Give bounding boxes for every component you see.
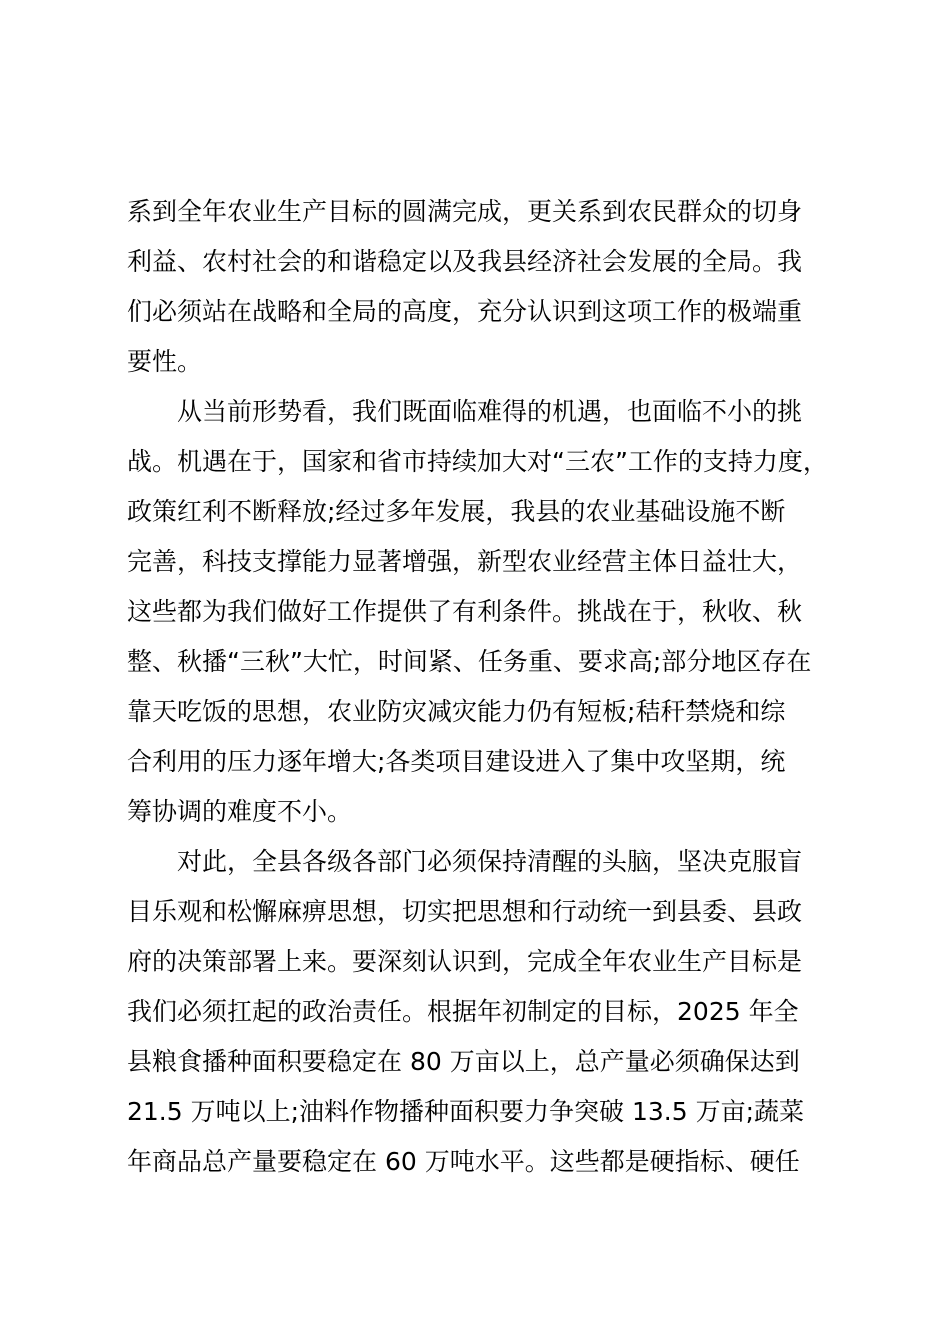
paragraph-2-line-5: 这些都为我们做好工作提供了有利条件。挑战在于，秋收、秋 — [127, 597, 803, 626]
paragraph-3-line-5: 县粮食播种面积要稳定在 80 万亩以上，总产量必须确保达到 — [127, 1047, 800, 1076]
paragraph-2-line-8: 合利用的压力逐年增大;各类项目建设进入了集中攻坚期，统 — [127, 747, 786, 776]
paragraph-2-line-3: 政策红利不断释放;经过多年发展，我县的农业基础设施不断 — [127, 497, 786, 526]
paragraph-1-line-1: 系到全年农业生产目标的圆满完成，更关系到农民群众的切身 — [127, 197, 803, 226]
paragraph-2-line-6: 整、秋播“三秋”大忙，时间紧、任务重、要求高;部分地区存在 — [127, 647, 812, 676]
paragraph-3-line-1: 对此，全县各级各部门必须保持清醒的头脑，坚决克服盲 — [177, 847, 803, 876]
paragraph-1-line-3: 们必须站在战略和全局的高度，充分认识到这项工作的极端重 — [127, 297, 803, 326]
paragraph-3-line-3: 府的决策部署上来。要深刻认识到，完成全年农业生产目标是 — [127, 947, 803, 976]
paragraph-2-line-4: 完善，科技支撑能力显著增强，新型农业经营主体日益壮大， — [127, 547, 803, 576]
paragraph-1-line-2: 利益、农村社会的和谐稳定以及我县经济社会发展的全局。我 — [127, 247, 803, 276]
paragraph-2-line-7: 靠天吃饭的思想，农业防灾减灾能力仍有短板;秸秆禁烧和综 — [127, 697, 786, 726]
paragraph-3-line-6: 21.5 万吨以上;油料作物播种面积要力争突破 13.5 万亩;蔬菜 — [127, 1097, 805, 1126]
paragraph-3-line-2: 目乐观和松懈麻痹思想，切实把思想和行动统一到县委、县政 — [127, 897, 803, 926]
paragraph-2-line-2: 战。机遇在于，国家和省市持续加大对“三农”工作的支持力度， — [127, 447, 828, 476]
paragraph-3-line-7: 年商品总产量要稳定在 60 万吨水平。这些都是硬指标、硬任 — [127, 1147, 800, 1176]
paragraph-3-line-4: 我们必须扛起的政治责任。根据年初制定的目标，2025 年全 — [127, 997, 799, 1026]
paragraph-2-line-9: 筹协调的难度不小。 — [127, 797, 353, 826]
paragraph-1-line-4: 要性。 — [127, 347, 203, 376]
paragraph-2-line-1: 从当前形势看，我们既面临难得的机遇，也面临不小的挑 — [177, 397, 803, 426]
